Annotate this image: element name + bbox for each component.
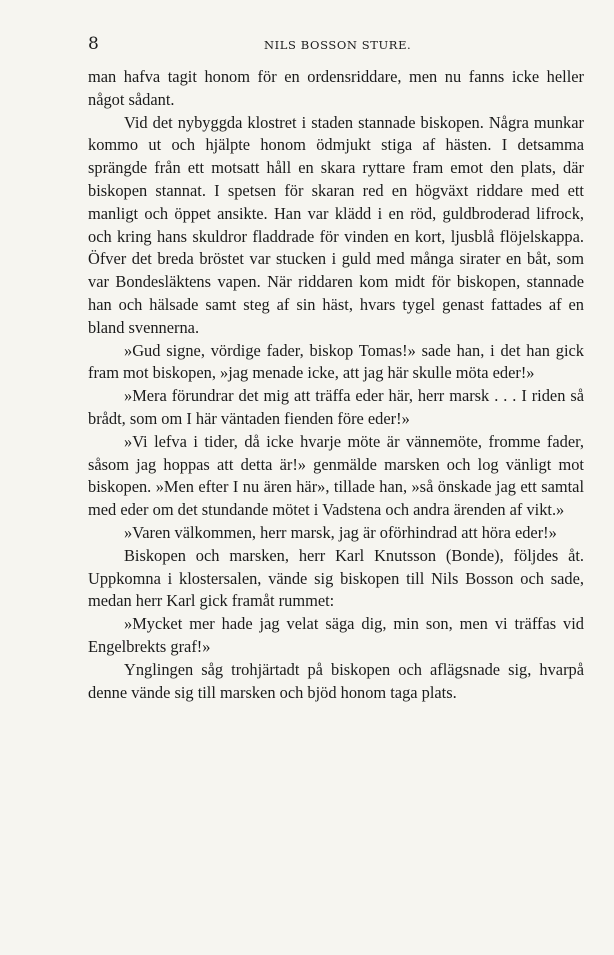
paragraph: Biskopen och marsken, herr Karl Knutsson (Bonde), följdes åt. Uppkomna i klostersalen, vände sig biskopen till Nils Bosson och sade, medan herr Karl gick framåt rummet: [88, 545, 584, 611]
paragraph: »Vi lefva i tider, då icke hvarje möte är vännemöte, fromme fader, såsom jag hoppas att detta är!» genmälde marsken och log vänligt mot biskopen. »Men efter I nu ären här», tillade han, »så önskade jag ett samtal med eder om det stundande mötet i Vadstena och andra ärenden af vikt.» [88, 431, 584, 520]
paragraph: »Varen välkommen, herr marsk, jag är oförhindrad att höra eder!» [124, 522, 557, 542]
paragraph: »Mycket mer hade jag velat säga dig, min son, men vi träffas vid Engelbrekts graf!» [88, 614, 584, 656]
page-header [88, 34, 584, 56]
paragraph: man hafva tagit honom för en ordensriddare, men nu fanns icke heller något sådant. [88, 67, 584, 109]
paragraph: »Gud signe, vördige fader, biskop Tomas!» sade han, i det han gick fram mot biskopen, »jag menade icke, att jag här skulle möta eder!» [88, 340, 584, 383]
body-text [88, 66, 584, 704]
paragraph: Vid det nybyggda klostret i staden stannade biskopen. Några munkar kommo ut och hjälpte honom ödmjukt stiga af hästen. I detsamma sprängde från ett motsatt håll en skara ryttare fram emot den plats, där biskopen stannat. I spetsen för skaran red en högväxt riddare med ett manligt och öppet ansikte. Han var klädd i en röd, guldbroderad lifrock, och kring hans skuldror fladdrade för vinden en kort, ljusblå flöjelskappa. Öfver det breda bröstet var stucken i guld med många sirater en båt, som var Bondesläktens vapen. När riddaren kom midt för biskopen, stannade han och hälsade samt steg af sin häst, hvars tygel genast fattades af en bland svennerna. [88, 112, 584, 337]
running-head: NILS BOSSON STURE. [264, 38, 412, 52]
page-number: 8 [88, 34, 99, 54]
paragraph: »Mera förundrar det mig att träffa eder här, herr marsk . . . I riden så brådt, som om I här väntaden fienden före eder!» [88, 386, 584, 428]
paragraph: Ynglingen såg trohjärtadt på biskopen och aflägsnade sig, hvarpå denne vände sig till marsken och bjöd honom taga plats. [88, 659, 584, 702]
